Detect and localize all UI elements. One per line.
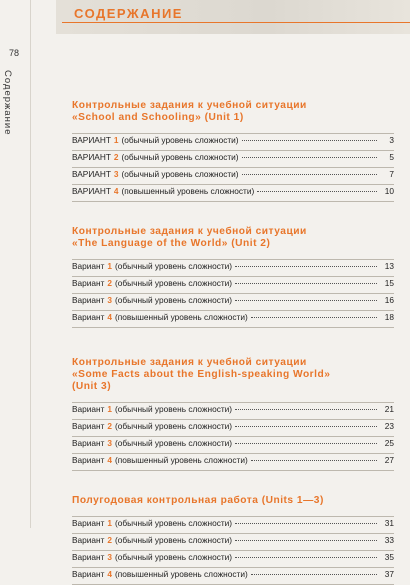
dot-leader <box>235 300 377 301</box>
dot-leader <box>251 317 377 318</box>
entry-prefix: Вариант <box>72 535 105 545</box>
entry-description: (обычный уровень сложности) <box>115 278 233 288</box>
entry-prefix: ВАРИАНТ <box>72 186 111 196</box>
header-rule <box>62 22 410 23</box>
toc-entry[interactable] <box>72 184 394 202</box>
section-title-line: «School and Schooling» (Unit 1) <box>72 112 244 123</box>
entry-number: 3 <box>113 169 119 179</box>
toc-rows <box>72 402 394 471</box>
section-title <box>72 357 394 393</box>
entry-number: 4 <box>107 455 113 465</box>
toc-entry[interactable] <box>72 533 394 550</box>
entry-number: 3 <box>107 438 113 448</box>
toc-entry[interactable] <box>72 310 394 328</box>
toc-entry[interactable] <box>72 402 394 419</box>
entry-description: (повышенный уровень сложности) <box>115 455 248 465</box>
toc-entry[interactable] <box>72 167 394 184</box>
section-title-line: Полугодовая контрольная работа (Units 1—3) <box>72 495 324 506</box>
entry-prefix: Вариант <box>72 438 105 448</box>
entry-number: 3 <box>107 552 113 562</box>
entry-description: (обычный уровень сложности) <box>115 518 233 528</box>
entry-page: 31 <box>384 518 394 528</box>
section-title-line: Контрольные задания к учебной ситуации <box>72 357 307 368</box>
section-title-line: «Some Facts about the English-speaking World» <box>72 369 331 380</box>
section-title-line: Контрольные задания к учебной ситуации <box>72 226 307 237</box>
toc-entry[interactable] <box>72 293 394 310</box>
section-title <box>72 495 394 507</box>
entry-page: 5 <box>389 152 394 162</box>
dot-leader <box>235 266 377 267</box>
entry-description: (обычный уровень сложности) <box>115 535 233 545</box>
entry-number: 2 <box>107 421 113 431</box>
entry-page: 10 <box>384 186 394 196</box>
entry-prefix: ВАРИАНТ <box>72 152 111 162</box>
entry-page: 35 <box>384 552 394 562</box>
entry-page: 25 <box>384 438 394 448</box>
entry-page: 27 <box>384 455 394 465</box>
entry-page: 37 <box>384 569 394 579</box>
toc-entry[interactable] <box>72 276 394 293</box>
entry-prefix: Вариант <box>72 261 105 271</box>
section-title <box>72 100 394 124</box>
entry-description: (обычный уровень сложности) <box>115 295 233 305</box>
toc-rows <box>72 516 394 585</box>
dot-leader <box>235 283 377 284</box>
entry-page: 13 <box>384 261 394 271</box>
toc-section-unit2 <box>72 226 394 328</box>
dot-leader <box>257 191 377 192</box>
entry-description: (повышенный уровень сложности) <box>115 312 248 322</box>
entry-page: 7 <box>389 169 394 179</box>
entry-prefix: Вариант <box>72 404 105 414</box>
dot-leader <box>242 174 377 175</box>
entry-description: (обычный уровень сложности) <box>115 438 233 448</box>
toc-entry[interactable] <box>72 567 394 585</box>
toc-entry[interactable] <box>72 419 394 436</box>
section-title-line: Контрольные задания к учебной ситуации <box>72 100 307 111</box>
entry-page: 23 <box>384 421 394 431</box>
entry-description: (обычный уровень сложности) <box>115 261 233 271</box>
toc-section-midterm <box>72 495 394 585</box>
entry-number: 2 <box>107 278 113 288</box>
running-head: Содержание <box>2 70 13 136</box>
page-title: СОДЕРЖАНИЕ <box>74 6 183 21</box>
entry-description: (повышенный уровень сложности) <box>121 186 255 196</box>
entry-prefix: Вариант <box>72 569 105 579</box>
entry-number: 1 <box>113 135 119 145</box>
toc-entry[interactable] <box>72 133 394 150</box>
entry-page: 21 <box>384 404 394 414</box>
dot-leader <box>235 426 377 427</box>
entry-description: (обычный уровень сложности) <box>121 135 239 145</box>
entry-page: 3 <box>389 135 394 145</box>
entry-number: 4 <box>113 186 119 196</box>
entry-number: 2 <box>107 535 113 545</box>
entry-prefix: Вариант <box>72 552 105 562</box>
entry-prefix: Вариант <box>72 518 105 528</box>
dot-leader <box>235 443 377 444</box>
toc-entry[interactable] <box>72 453 394 471</box>
entry-page: 18 <box>384 312 394 322</box>
entry-description: (обычный уровень сложности) <box>115 421 233 431</box>
dot-leader <box>235 557 377 558</box>
dot-leader <box>235 523 377 524</box>
entry-number: 1 <box>107 518 113 528</box>
entry-prefix: Вариант <box>72 278 105 288</box>
entry-page: 16 <box>384 295 394 305</box>
toc-entry[interactable] <box>72 150 394 167</box>
section-title-line: «The Language of the World» (Unit 2) <box>72 238 271 249</box>
toc-entry[interactable] <box>72 436 394 453</box>
entry-number: 2 <box>113 152 119 162</box>
entry-page: 15 <box>384 278 394 288</box>
entry-prefix: Вариант <box>72 455 105 465</box>
entry-description: (обычный уровень сложности) <box>121 169 239 179</box>
dot-leader <box>235 409 377 410</box>
toc-rows <box>72 133 394 202</box>
entry-prefix: ВАРИАНТ <box>72 135 111 145</box>
entry-prefix: Вариант <box>72 421 105 431</box>
toc-entry[interactable] <box>72 550 394 567</box>
entry-prefix: Вариант <box>72 295 105 305</box>
entry-description: (обычный уровень сложности) <box>115 404 233 414</box>
entry-number: 1 <box>107 261 113 271</box>
dot-leader <box>251 574 377 575</box>
entry-number: 4 <box>107 312 113 322</box>
toc-entry[interactable] <box>72 259 394 276</box>
entry-description: (повышенный уровень сложности) <box>115 569 248 579</box>
entry-number: 4 <box>107 569 113 579</box>
dot-leader <box>242 140 377 141</box>
table-of-contents <box>72 100 394 585</box>
toc-entry[interactable] <box>72 516 394 533</box>
dot-leader <box>235 540 377 541</box>
toc-section-unit3 <box>72 357 394 471</box>
entry-page: 33 <box>384 535 394 545</box>
entry-prefix: Вариант <box>72 312 105 322</box>
toc-section-unit1 <box>72 100 394 202</box>
section-title <box>72 226 394 250</box>
dot-leader <box>251 460 377 461</box>
toc-rows <box>72 259 394 328</box>
entry-description: (обычный уровень сложности) <box>121 152 239 162</box>
page-number: 78 <box>9 48 20 58</box>
entry-prefix: ВАРИАНТ <box>72 169 111 179</box>
dot-leader <box>242 157 377 158</box>
entry-number: 3 <box>107 295 113 305</box>
entry-number: 1 <box>107 404 113 414</box>
section-title-line: (Unit 3) <box>72 381 112 392</box>
entry-description: (обычный уровень сложности) <box>115 552 233 562</box>
